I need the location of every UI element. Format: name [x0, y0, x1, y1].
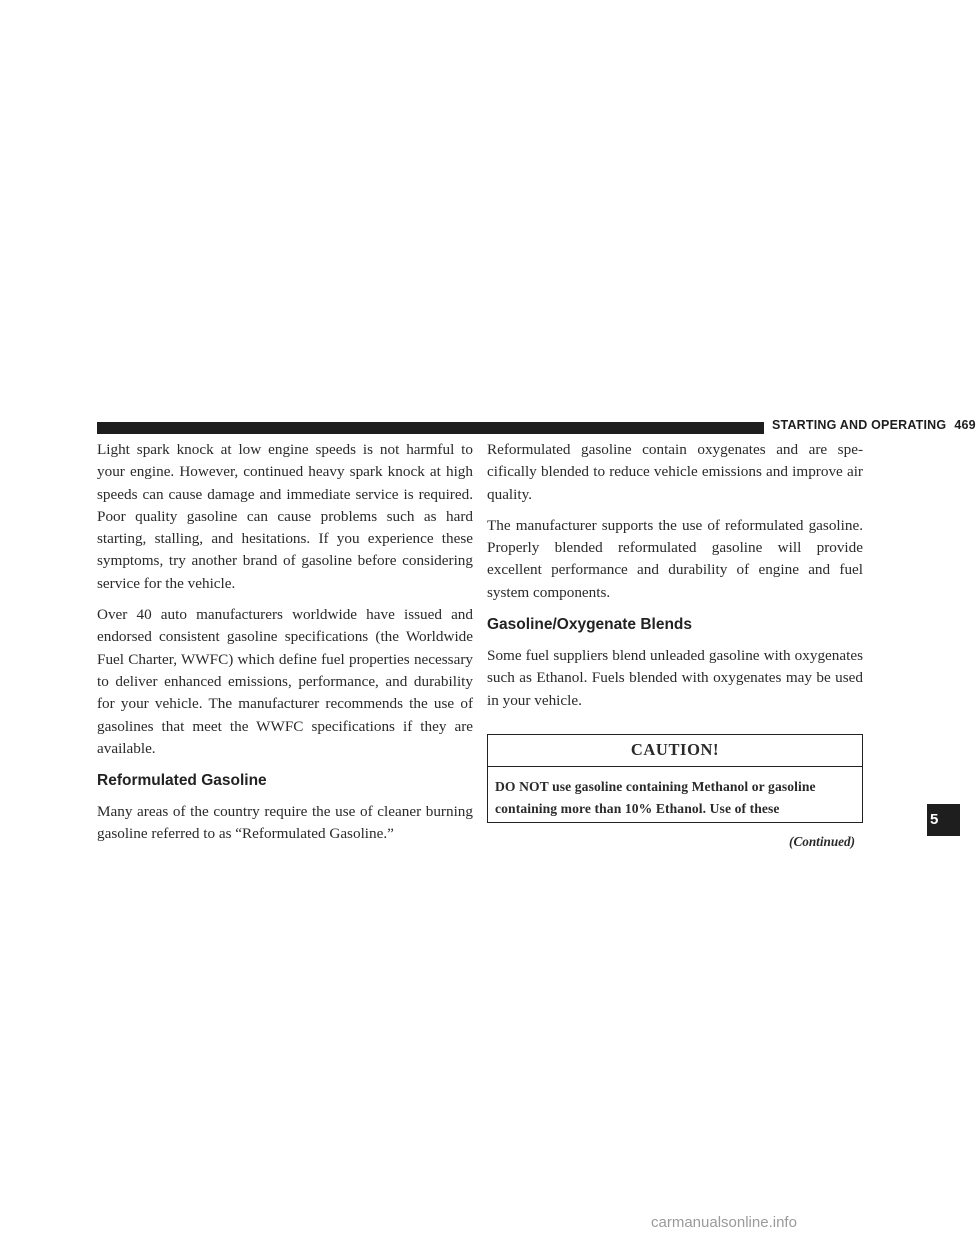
- caution-body: DO NOT use gasoline containing Methanol or gasoline containing more than 10% Ethanol. Use of these: [495, 779, 816, 817]
- page-number: 469: [954, 418, 976, 432]
- running-header: [772, 418, 976, 432]
- paragraph-fuel-suppliers: Some fuel suppliers blend unleaded gasoline with oxygenates such as Ethanol. Fuels blended with oxygenates may be used in your vehicle.: [487, 647, 863, 709]
- paragraph-wwfc: Over 40 auto manufacturers worldwide have issued and endorsed consistent gasoline specifications (the Worldwide Fuel Charter, WWFC) which define fuel properties necessary to deliver enhanced emissions, performance, and durability for your vehicle. The manufacturer recommends the use of gasolines that meet the WWFC specifications if they are available.: [97, 606, 473, 757]
- left-column: [97, 439, 473, 855]
- paragraph-cleaner-burning: Many areas of the country require the use of cleaner burning gasoline referred to as “Reformulated Gasoline.”: [97, 803, 473, 843]
- heading-reformulated-gasoline: Reformulated Gasoline: [97, 772, 267, 790]
- continued-note: (Continued): [789, 834, 855, 850]
- chapter-tab: 5: [927, 804, 960, 836]
- right-column: [487, 439, 863, 854]
- watermark: carmanualsonline.info: [651, 1214, 797, 1231]
- paragraph-manufacturer-support: The manufacturer supports the use of reformulated gasoline. Properly blended reformulated gasoline will provide excellent performance and durability of engine and fuel system components.: [487, 516, 863, 601]
- paragraph-oxygenates: Reformulated gasoline contain oxygenates and are specifically blended to reduce vehicle emissions and improve air quality.: [487, 441, 863, 503]
- paragraph-spark-knock: Light spark knock at low engine speeds is not harmful to your engine. However, continued heavy spark knock at high speeds can cause damage and immediate service is required. Poor quality gasoline can cause problems such as hard starting, stalling, and hesitations. If you experience these symptoms, try another brand of gasoline before considering service for the vehicle.: [97, 441, 473, 592]
- heading-oxygenate-blends: Gasoline/Oxygenate Blends: [487, 616, 693, 634]
- caution-box: [487, 734, 863, 823]
- header-rule: [97, 422, 764, 434]
- section-title: STARTING AND OPERATING: [772, 418, 947, 432]
- caution-title: CAUTION!: [488, 735, 862, 767]
